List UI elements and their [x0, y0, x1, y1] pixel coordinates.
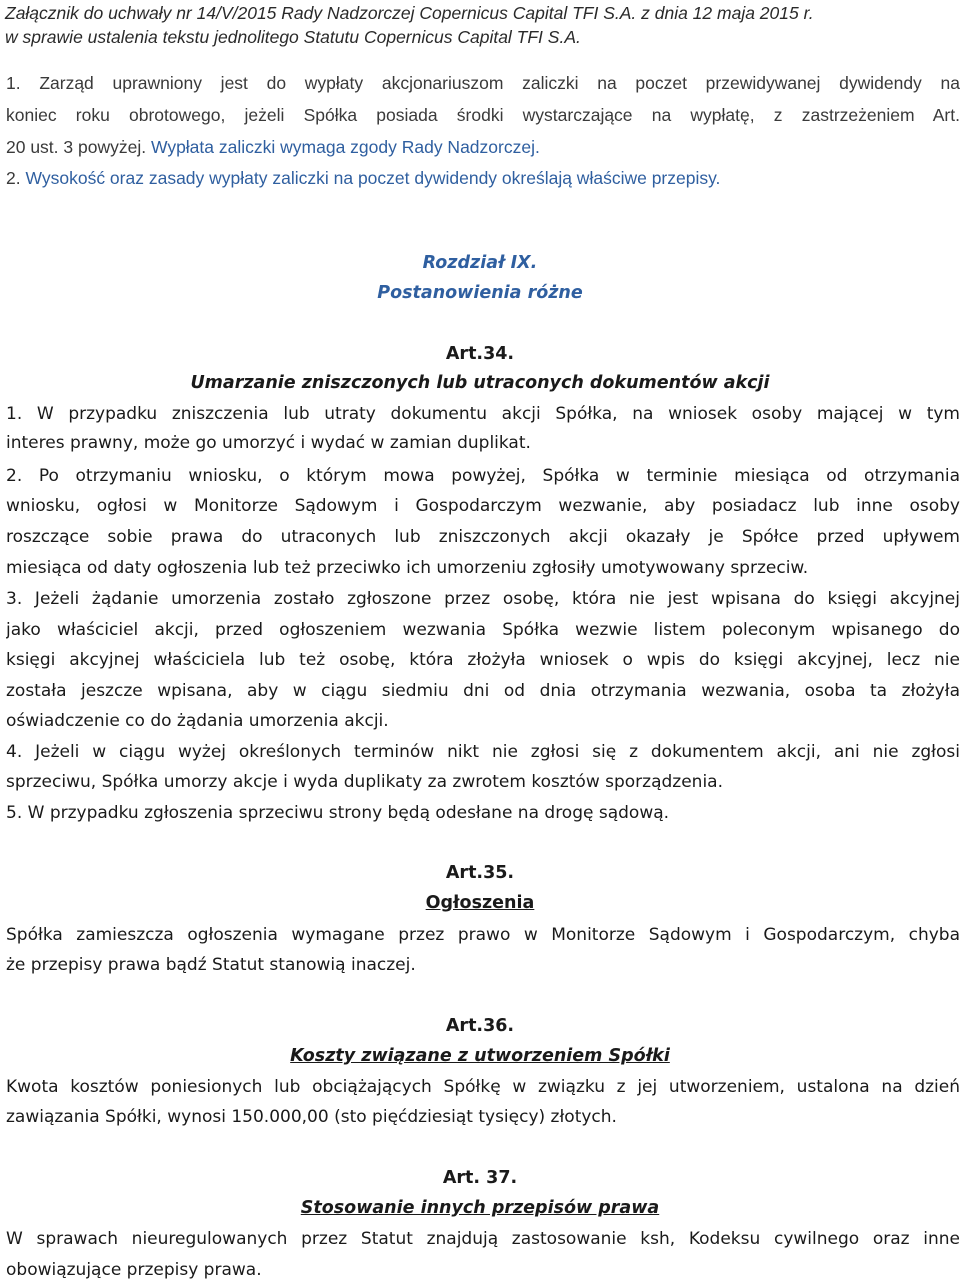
- art34-title: Umarzanie zniszczonych lub utraconych dokumentów akcji: [190, 373, 770, 393]
- intro-paragraph-2-text: Wysokość oraz zasady wypłaty zaliczki na poczet dywidendy określają właściwe przepisy.: [25, 168, 721, 188]
- art36-line-1: Kwota kosztów poniesionych lub obciążających Spółkę w związku z jej utworzeniem, ustalona na dzień: [6, 1077, 960, 1097]
- intro-paragraph-2-number: 2.: [6, 168, 21, 188]
- art34-line-12: 4. Jeżeli w ciągu wyżej określonych terminów nikt nie zgłosi się z dokumentem akcji, ani nie zgłosi: [6, 742, 960, 762]
- art36-number: Art.36.: [445, 1016, 515, 1036]
- intro-paragraph-2: [6, 168, 720, 188]
- header-line-1: Załącznik do uchwały nr 14/V/2015 Rady Nadzorczej Copernicus Capital TFI S.A. z dnia 12 maja 2015 r.: [5, 3, 814, 23]
- art34-line-8: jako właściciel akcji, przed ogłoszeniem wezwania Spółka wezwie listem poleconym wpisanego do: [6, 620, 960, 640]
- intro-paragraph-1-line-3: [6, 137, 540, 157]
- art36-line-2: zawiązania Spółki, wynosi 150.000,00 (sto pięćdziesiąt tysięcy) złotych.: [6, 1107, 617, 1127]
- intro-paragraph-1-text-3b: Wypłata zaliczki wymaga zgody Rady Nadzorczej.: [150, 137, 540, 157]
- art34-line-14: 5. W przypadku zgłoszenia sprzeciwu strony będą odesłane na drogę sądową.: [6, 803, 670, 823]
- chapter-subtitle: Postanowienia różne: [377, 283, 583, 303]
- intro-paragraph-1-text-3a: 20 ust. 3 powyżej.: [6, 137, 147, 157]
- art36-title: Koszty związane z utworzeniem Spółki: [290, 1046, 670, 1066]
- art34-line-5: roszczące sobie prawa do utraconych lub zniszczonych akcji okazały je Spółce przed upływem: [6, 527, 960, 547]
- art34-line-11: oświadczenie co do żądania umorzenia akcji.: [6, 711, 389, 731]
- art35-title: Ogłoszenia: [425, 893, 535, 913]
- art37-number: Art. 37.: [442, 1168, 518, 1188]
- intro-paragraph-1-line-1: [6, 73, 960, 93]
- art34-line-1: 1. W przypadku zniszczenia lub utraty dokumentu akcji Spółka, na wniosek osoby mającej w tym: [6, 404, 960, 424]
- art35-line-2: że przepisy prawa bądź Statut stanowią inaczej.: [6, 955, 416, 975]
- art34-number: Art.34.: [445, 344, 515, 364]
- art34-line-10: została jeszcze wpisana, aby w ciągu siedmiu dni od dnia otrzymania wezwania, osoba ta złożyła: [6, 681, 960, 701]
- art34-line-7: 3. Jeżeli żądanie umorzenia zostało zgłoszone przez osobę, która nie jest wpisana do księgi akcyjnej: [6, 589, 960, 609]
- art34-line-9: księgi akcyjnej właściciela lub też osobę, która złożyła wniosek o wpis do księgi akcyjnej, lecz nie: [6, 650, 960, 670]
- art35-line-1: Spółka zamieszcza ogłoszenia wymagane przez prawo w Monitorze Sądowym i Gospodarczym, chyba: [6, 925, 960, 945]
- chapter-title: Rozdział IX.: [422, 253, 538, 273]
- art34-line-13: sprzeciwu, Spółka umorzy akcje i wyda duplikaty za zwrotem kosztów sporządzenia.: [6, 772, 724, 792]
- intro-paragraph-1-text-1: Zarząd uprawniony jest do wypłaty akcjonariuszom zaliczki na poczet przewidywanej dywidendy na: [39, 73, 960, 93]
- header-line-2: w sprawie ustalenia tekstu jednolitego Statutu Copernicus Capital TFI S.A.: [5, 27, 581, 47]
- intro-paragraph-1-number: 1.: [6, 73, 21, 93]
- art37-line-1: W sprawach nieuregulowanych przez Statut znajdują zastosowanie ksh, Kodeksu cywilnego oraz inne: [6, 1229, 960, 1249]
- art37-title: Stosowanie innych przepisów prawa: [300, 1198, 660, 1218]
- art37-line-2: obowiązujące przepisy prawa.: [6, 1260, 262, 1280]
- art34-line-6: miesiąca od daty ogłoszenia lub też przeciwko ich umorzeniu zgłosiły umotywowany sprzeciw.: [6, 558, 809, 578]
- art34-line-3: 2. Po otrzymaniu wniosku, o którym mowa powyżej, Spółka w terminie miesiąca od otrzymania: [6, 466, 960, 486]
- art35-number: Art.35.: [445, 863, 515, 883]
- art34-line-2: interes prawny, może go umorzyć i wydać w zamian duplikat.: [6, 433, 531, 453]
- art34-line-4: wniosku, ogłosi w Monitorze Sądowym i Gospodarczym wezwanie, aby posiadacz lub inne osoby: [6, 496, 960, 516]
- intro-paragraph-1-line-2: koniec roku obrotowego, jeżeli Spółka posiada środki wystarczające na wypłatę, z zastrzeżeniem Art.: [6, 105, 960, 125]
